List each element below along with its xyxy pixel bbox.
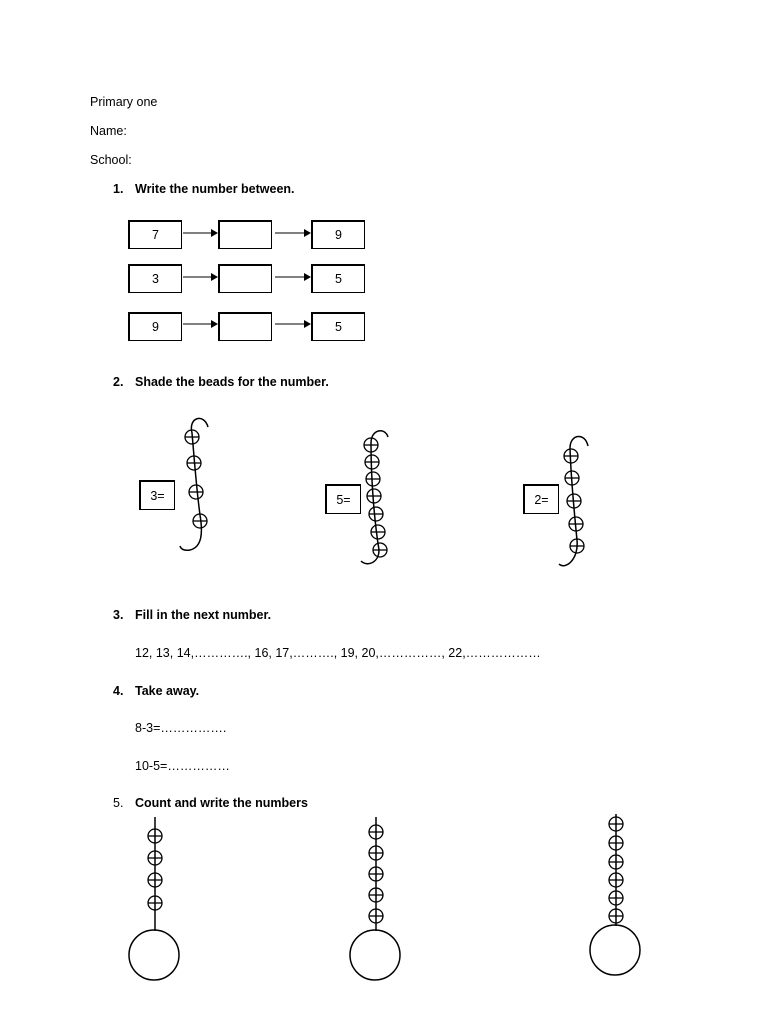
- bead-label-box-3: 2=: [523, 484, 559, 514]
- arrow-right-icon: [183, 226, 219, 240]
- q1-left-box: 3: [128, 264, 182, 293]
- bead-label-box-2: 5=: [325, 484, 361, 514]
- q5-title: Count and write the numbers: [135, 796, 308, 810]
- bead-string-icon: [355, 425, 400, 570]
- q1-number: 1.: [113, 182, 124, 196]
- q2-number: 2.: [113, 375, 124, 389]
- q2-title: Shade the beads for the number.: [135, 375, 329, 389]
- abacus-icon: [346, 815, 406, 985]
- arrow-right-icon: [183, 317, 219, 331]
- school-label: School:: [90, 153, 132, 167]
- subtraction-problem-2[interactable]: 10-5=……………: [135, 759, 230, 773]
- arrow-right-icon: [275, 226, 312, 240]
- arrow-right-icon: [275, 270, 312, 284]
- q4-number: 4.: [113, 684, 124, 698]
- name-label: Name:: [90, 124, 127, 138]
- bead-string-icon: [172, 415, 222, 560]
- class-label: Primary one: [90, 95, 158, 109]
- arrow-right-icon: [275, 317, 312, 331]
- bead-string-icon: [555, 430, 600, 570]
- q4-title: Take away.: [135, 684, 200, 698]
- q1-right-box: 5: [311, 264, 365, 293]
- abacus-icon: [586, 812, 646, 982]
- q3-title: Fill in the next number.: [135, 608, 272, 622]
- q1-right-box: 5: [311, 312, 365, 341]
- q3-number: 3.: [113, 608, 124, 622]
- q1-answer-box[interactable]: [218, 220, 272, 249]
- q1-right-box: 9: [311, 220, 365, 249]
- arrow-right-icon: [183, 270, 219, 284]
- q1-answer-box[interactable]: [218, 264, 272, 293]
- bead-label-box-1: 3=: [139, 480, 175, 510]
- q1-left-box: 7: [128, 220, 182, 249]
- abacus-icon: [125, 815, 185, 985]
- number-sequence[interactable]: 12, 13, 14,…………., 16, 17,………., 19, 20,……………, 22,………………: [135, 646, 541, 660]
- q1-answer-box[interactable]: [218, 312, 272, 341]
- q1-title: Write the number between.: [135, 182, 295, 196]
- q1-left-box: 9: [128, 312, 182, 341]
- q5-number: 5.: [113, 796, 124, 810]
- subtraction-problem-1[interactable]: 8-3=…………….: [135, 721, 227, 735]
